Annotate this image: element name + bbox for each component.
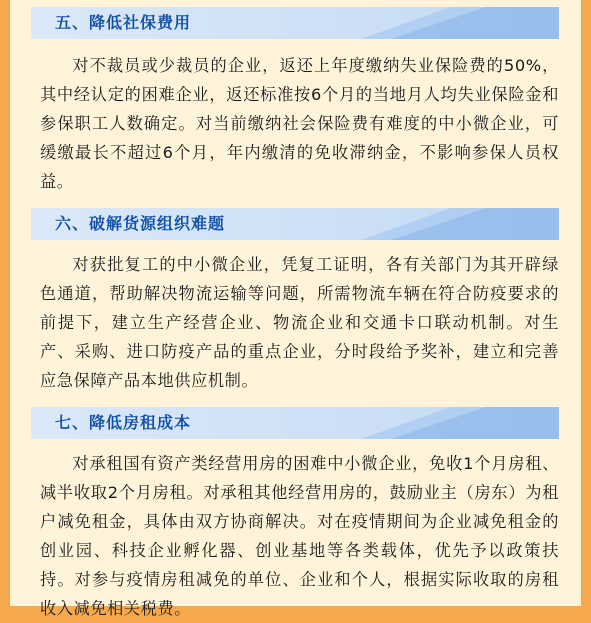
section-title: 五、降低社保费用 — [55, 13, 192, 32]
section-5 — [10, 0, 581, 196]
section-title: 七、降低房租成本 — [55, 413, 192, 432]
section-body: 对获批复工的中小微企业，凭复工证明，各有关部门为其开辟绿色通道，帮助解决物流运输等问题，所需物流车辆在符合防疫要求的前提下，建立生产经营企业、物流企业和交通卡口联动机制。对生产、采购、进口防疫产品的重点企业，分时段给予奖补，建立和完善应急保障产品本地供应机制。 — [40, 255, 559, 390]
section-header — [31, 208, 559, 240]
section-7 — [10, 407, 581, 623]
section-body: 对承租国有资产类经营用房的困难中小微企业，免收1个月房租、减半收取2个月房租。对承租其他经营用房的，鼓励业主（房东）为租户减免租金，具体由双方协商解决。对在疫情期间为企业减免租金的创业园、科技企业孵化器、创业基地等各类载体，优先予以政策扶持。对参与疫情房租减免的单位、企业和个人，根据实际收取的房租收入减免相关税费。 — [40, 454, 559, 618]
section-title: 六、破解货源组织难题 — [55, 214, 226, 233]
content-panel — [10, 0, 581, 618]
section-6 — [10, 208, 581, 395]
section-header — [31, 7, 559, 39]
section-body: 对不裁员或少裁员的企业，返还上年度缴纳失业保险费的50%，其中经认定的困难企业，返还标准按6个月的当地月人均失业保险金和参保职工人数确定。对当前缴纳社会保险费有难度的中小微企业，可缓缴最长不超过6个月，年内缴清的免收滞纳金，不影响参保人员权益。 — [40, 56, 559, 191]
section-header — [31, 407, 559, 439]
